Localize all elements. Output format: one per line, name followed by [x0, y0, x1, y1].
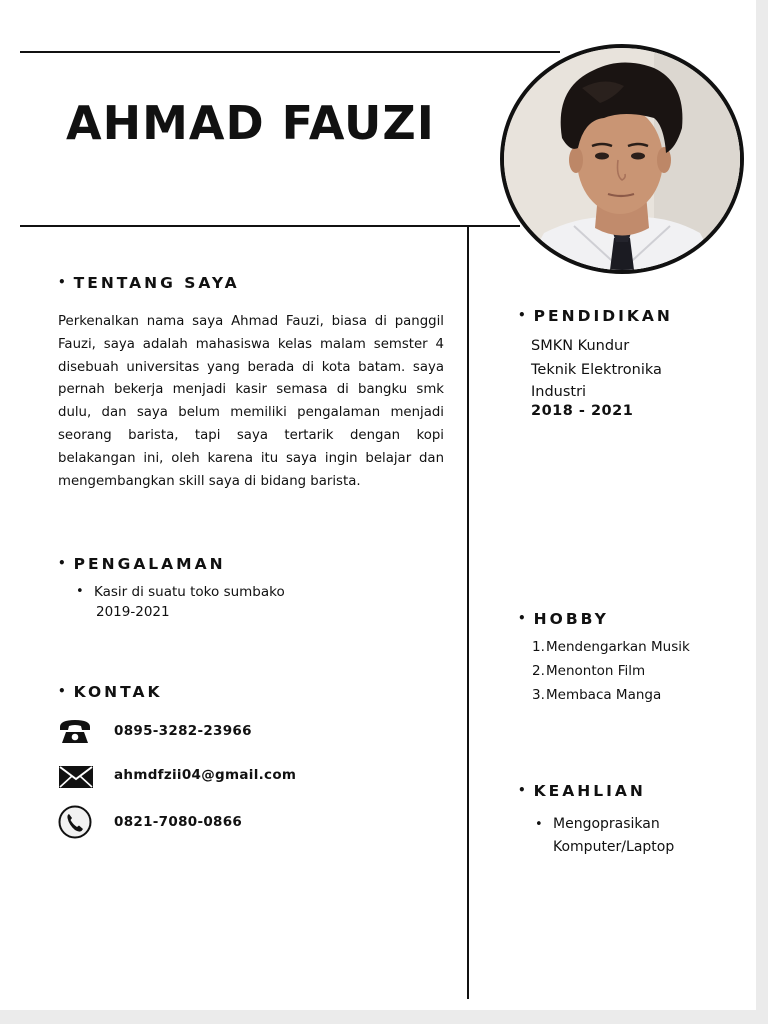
hobby-text: Membaca Manga [546, 687, 662, 703]
experience-role: Kasir di suatu toko sumbako [94, 584, 285, 600]
about-title-text: TENTANG SAYA [73, 274, 240, 292]
contact-phone-secondary[interactable]: 0821-7080-0866 [114, 814, 243, 830]
hobby-number: 3. [532, 687, 545, 703]
experience-section-title [58, 555, 226, 573]
top-divider [20, 51, 560, 53]
skills-title-text: KEAHLIAN [533, 782, 646, 800]
contact-section-title [58, 683, 163, 701]
hobby-number: 1. [532, 639, 545, 655]
hobby-title-text: HOBBY [533, 610, 609, 628]
bullet-dot: • [518, 611, 526, 625]
experience-title-text: PENGALAMAN [73, 555, 226, 573]
skill-text-cont: Komputer/Laptop [553, 839, 675, 855]
column-divider [467, 226, 469, 999]
hobby-item [532, 639, 690, 655]
bullet-dot: • [58, 556, 66, 570]
experience-years: 2019-2021 [96, 604, 170, 620]
telephone-icon [58, 715, 92, 749]
hobby-item [532, 687, 661, 703]
phone-circle-icon [58, 805, 92, 839]
hobby-number: 2. [532, 663, 545, 679]
about-paragraph: Perkenalkan nama saya Ahmad Fauzi, biasa di panggil Fauzi, saya adalah mahasiswa kelas malam semster 4 disebuah universitas yang berada di kota batam. saya pernah bekerja menjadi kasir semasa di bangku smk dulu, dan saya belum memiliki pengalaman menjadi seorang barista, tapi saya tertarik dengan kopi belakangan ini, oleh karena itu saya ingin belajar dan mengembangkan skill saya di bidang barista. [58, 314, 444, 489]
bullet-dot: • [58, 684, 66, 698]
about-section-title [58, 274, 240, 292]
bullet-dot: • [58, 275, 66, 289]
bullet-dot: • [535, 817, 543, 832]
bullet-dot: • [76, 584, 84, 599]
education-section-title [518, 307, 673, 325]
education-school: SMKN Kundur [531, 338, 630, 354]
education-major: Teknik Elektronika [531, 362, 662, 378]
skill-text: Mengoprasikan [553, 816, 660, 832]
resume-name: AHMAD FAUZI [66, 96, 435, 150]
contact-title-text: KONTAK [73, 683, 163, 701]
education-years: 2018 - 2021 [531, 403, 634, 419]
hobby-item [532, 663, 645, 679]
header-divider [20, 225, 520, 227]
skills-section-title [518, 782, 646, 800]
contact-phone-primary[interactable]: 0895-3282-23966 [114, 723, 252, 739]
hobby-text: Mendengarkan Musik [546, 639, 690, 655]
envelope-icon [58, 760, 92, 794]
education-title-text: PENDIDIKAN [533, 307, 673, 325]
portrait-illustration [504, 48, 740, 270]
hobby-text: Menonton Film [546, 663, 646, 679]
education-major-cont: Industri [531, 384, 587, 400]
hobby-section-title [518, 610, 609, 628]
profile-photo [500, 44, 744, 274]
contact-email[interactable]: ahmdfzii04@gmail.com [114, 767, 297, 783]
bullet-dot: • [518, 308, 526, 322]
bullet-dot: • [518, 783, 526, 797]
